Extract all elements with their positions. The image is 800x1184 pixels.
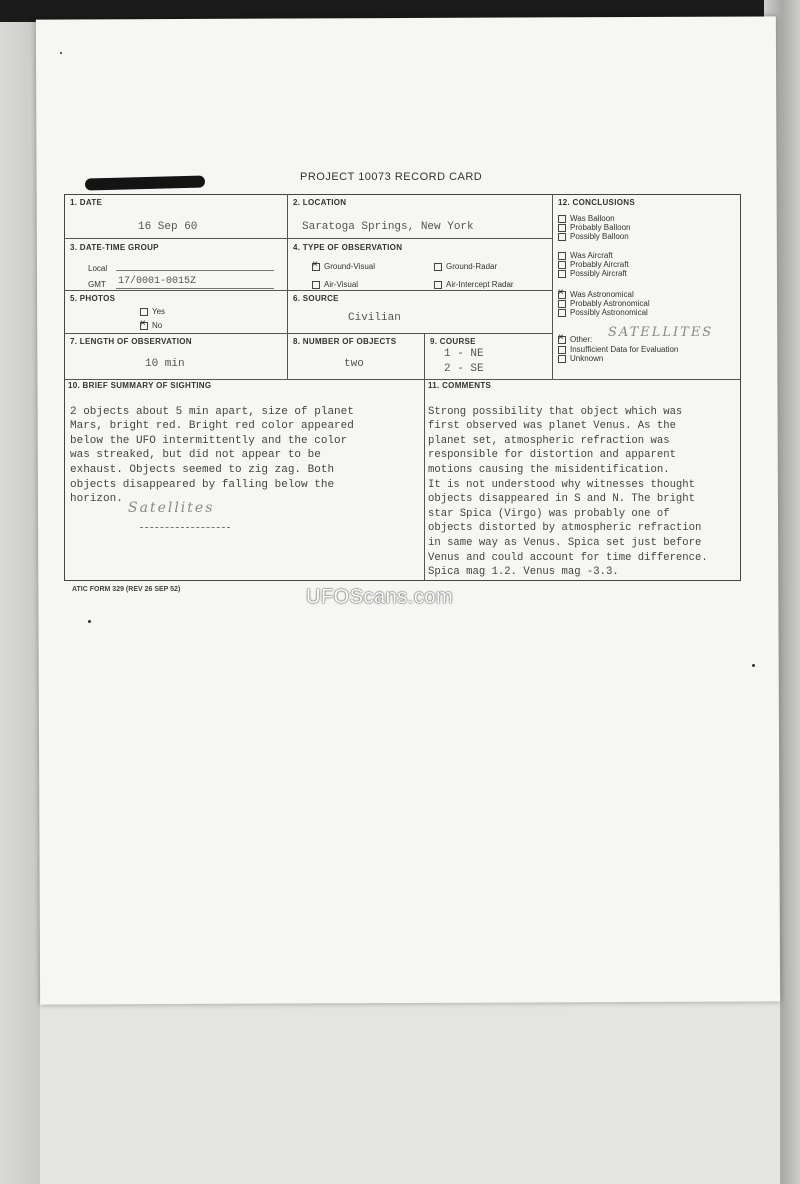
option-air-intercept-radar[interactable]: Air-Intercept Radar (434, 280, 514, 289)
conclusion-option[interactable] (558, 269, 627, 278)
summary-line: exhaust. Objects seemed to zig zag. Both (70, 463, 335, 476)
summary-handwriting: Satellites (128, 500, 215, 516)
conclusion-option[interactable] (558, 335, 592, 344)
rule (64, 379, 741, 380)
comment-line: It is not understood why witnesses thought (428, 478, 696, 491)
rule (552, 194, 553, 379)
conclusion-option-label: Was Aircraft (570, 251, 613, 260)
conclusion-option-label: Probably Aircraft (570, 260, 629, 269)
conclusion-option-label: Was Balloon (570, 214, 615, 223)
checkbox-icon (558, 270, 566, 278)
checkbox-icon (434, 281, 442, 289)
conclusion-option-label: Was Astronomical (570, 290, 634, 299)
option-air-visual[interactable]: Air-Visual (312, 280, 358, 289)
rule (64, 238, 552, 239)
observation-type-label: 4. TYPE OF OBSERVATION (293, 243, 403, 252)
conclusion-option-label: Insufficient Data for Evaluation (570, 345, 679, 354)
length-label: 7. LENGTH OF OBSERVATION (70, 337, 192, 346)
number-of-objects-value: two (344, 358, 364, 370)
photos-yes-option[interactable]: Yes (140, 307, 165, 316)
rule (64, 290, 552, 291)
checkbox-icon (312, 281, 320, 289)
comment-line: first observed was planet Venus. As the (428, 420, 676, 433)
card-title: PROJECT 10073 RECORD CARD (300, 171, 483, 183)
date-value: 16 Sep 60 (138, 221, 198, 233)
conclusion-option[interactable] (558, 290, 634, 299)
checkbox-icon (558, 233, 566, 241)
comment-line: objects disappeared in S and N. The bright (428, 493, 696, 506)
location-value: Saratoga Springs, New York (302, 221, 474, 233)
checkbox-icon (434, 263, 442, 271)
checkbox-icon (140, 308, 148, 316)
speck (60, 52, 62, 54)
conclusion-option[interactable] (558, 232, 629, 241)
length-value: 10 min (145, 358, 185, 370)
checkbox-icon (558, 261, 566, 269)
summary-line: objects disappeared by falling below the (70, 478, 335, 491)
source-label: 6. SOURCE (293, 294, 339, 303)
comment-line: planet set, atmospheric refraction was (428, 434, 670, 447)
conclusion-option-label: Unknown (570, 354, 604, 363)
number-of-objects-label: 8. NUMBER OF OBJECTS (293, 337, 397, 346)
comment-line: in same way as Venus. Spica set just before (428, 536, 702, 549)
gmt-underline (116, 288, 274, 289)
rule (424, 333, 425, 581)
summary-line: Mars, bright red. Bright red color appeared (70, 420, 354, 433)
checkbox-icon (558, 224, 566, 232)
speck (88, 620, 91, 623)
conclusion-option-label: Possibly Astronomical (570, 308, 648, 317)
comment-line: star Spica (Virgo) was probably one of (428, 507, 670, 520)
conclusions-label: 12. CONCLUSIONS (558, 198, 635, 207)
summary-line: was streaked, but did not appear to be (70, 449, 321, 462)
comments-text (428, 390, 708, 594)
date-label: 1. DATE (70, 198, 103, 207)
local-label: Local (88, 264, 108, 273)
comment-line: Venus and could account for time difference. (428, 551, 708, 564)
comments-label: 11. COMMENTS (428, 381, 492, 390)
checkbox-icon (558, 252, 566, 260)
conclusion-option-label: Possibly Balloon (570, 232, 629, 241)
course-label: 9. COURSE (430, 337, 476, 346)
conclusion-option-label: Other: (570, 335, 593, 344)
rule (287, 194, 288, 379)
summary-line: horizon. (70, 493, 123, 506)
conclusion-option[interactable] (558, 345, 678, 354)
gmt-label: GMT (88, 280, 106, 289)
checkbox-checked-icon (558, 336, 566, 344)
checkbox-icon (558, 309, 566, 317)
conclusion-option[interactable] (558, 308, 648, 317)
option-ground-radar[interactable]: Ground-Radar (434, 262, 497, 271)
checkbox-checked-icon (558, 291, 566, 299)
other-handwriting: SATELLITES (608, 325, 714, 340)
rule (64, 333, 552, 334)
datetime-group-label: 3. DATE-TIME GROUP (70, 243, 159, 252)
speck (752, 664, 755, 667)
summary-line: 2 objects about 5 min apart, size of planet (70, 405, 354, 418)
course-value-1: 1 - NE (444, 348, 484, 360)
conclusion-option-label: Probably Astronomical (570, 299, 650, 308)
checkbox-checked-icon (140, 322, 148, 330)
watermark: UFOScans.com (306, 586, 454, 608)
conclusion-option[interactable] (558, 260, 629, 269)
gmt-value: 17/0001-0015Z (118, 276, 197, 287)
option-ground-visual[interactable]: ×Ground-Visual (312, 262, 375, 271)
conclusion-option[interactable] (558, 223, 630, 232)
conclusion-option[interactable] (558, 251, 613, 260)
comment-line: objects distorted by atmospheric refraction (428, 522, 702, 535)
conclusion-option-label: Possibly Aircraft (570, 269, 627, 278)
comment-line: motions causing the misidentification. (428, 463, 670, 476)
summary-label: 10. BRIEF SUMMARY OF SIGHTING (68, 381, 212, 390)
summary-line: below the UFO intermittently and the color (70, 434, 348, 447)
comment-line: Strong possibility that object which was (428, 405, 683, 418)
checkbox-icon (558, 346, 566, 354)
conclusion-option-label: Probably Balloon (570, 223, 631, 232)
course-value-2: 2 - SE (444, 363, 484, 375)
checkbox-icon (558, 215, 566, 223)
comment-line: responsible for distortion and apparent (428, 449, 676, 462)
local-underline (116, 270, 274, 271)
checkbox-icon (558, 300, 566, 308)
underlying-sheet (40, 990, 780, 1184)
handwriting-underline (140, 527, 230, 528)
form-number: ATIC FORM 329 (REV 26 SEP 52) (72, 586, 181, 593)
source-value: Civilian (348, 312, 401, 324)
photos-label: 5. PHOTOS (70, 294, 116, 303)
location-label: 2. LOCATION (293, 198, 347, 207)
conclusion-option[interactable] (558, 354, 603, 363)
checkbox-icon (558, 355, 566, 363)
conclusion-option[interactable] (558, 299, 650, 308)
comment-line: Spica mag 1.2. Venus mag -3.3. (428, 566, 619, 579)
photos-no-option[interactable]: ×No (140, 321, 162, 330)
conclusion-option[interactable] (558, 214, 615, 223)
checkbox-checked-icon (312, 263, 320, 271)
